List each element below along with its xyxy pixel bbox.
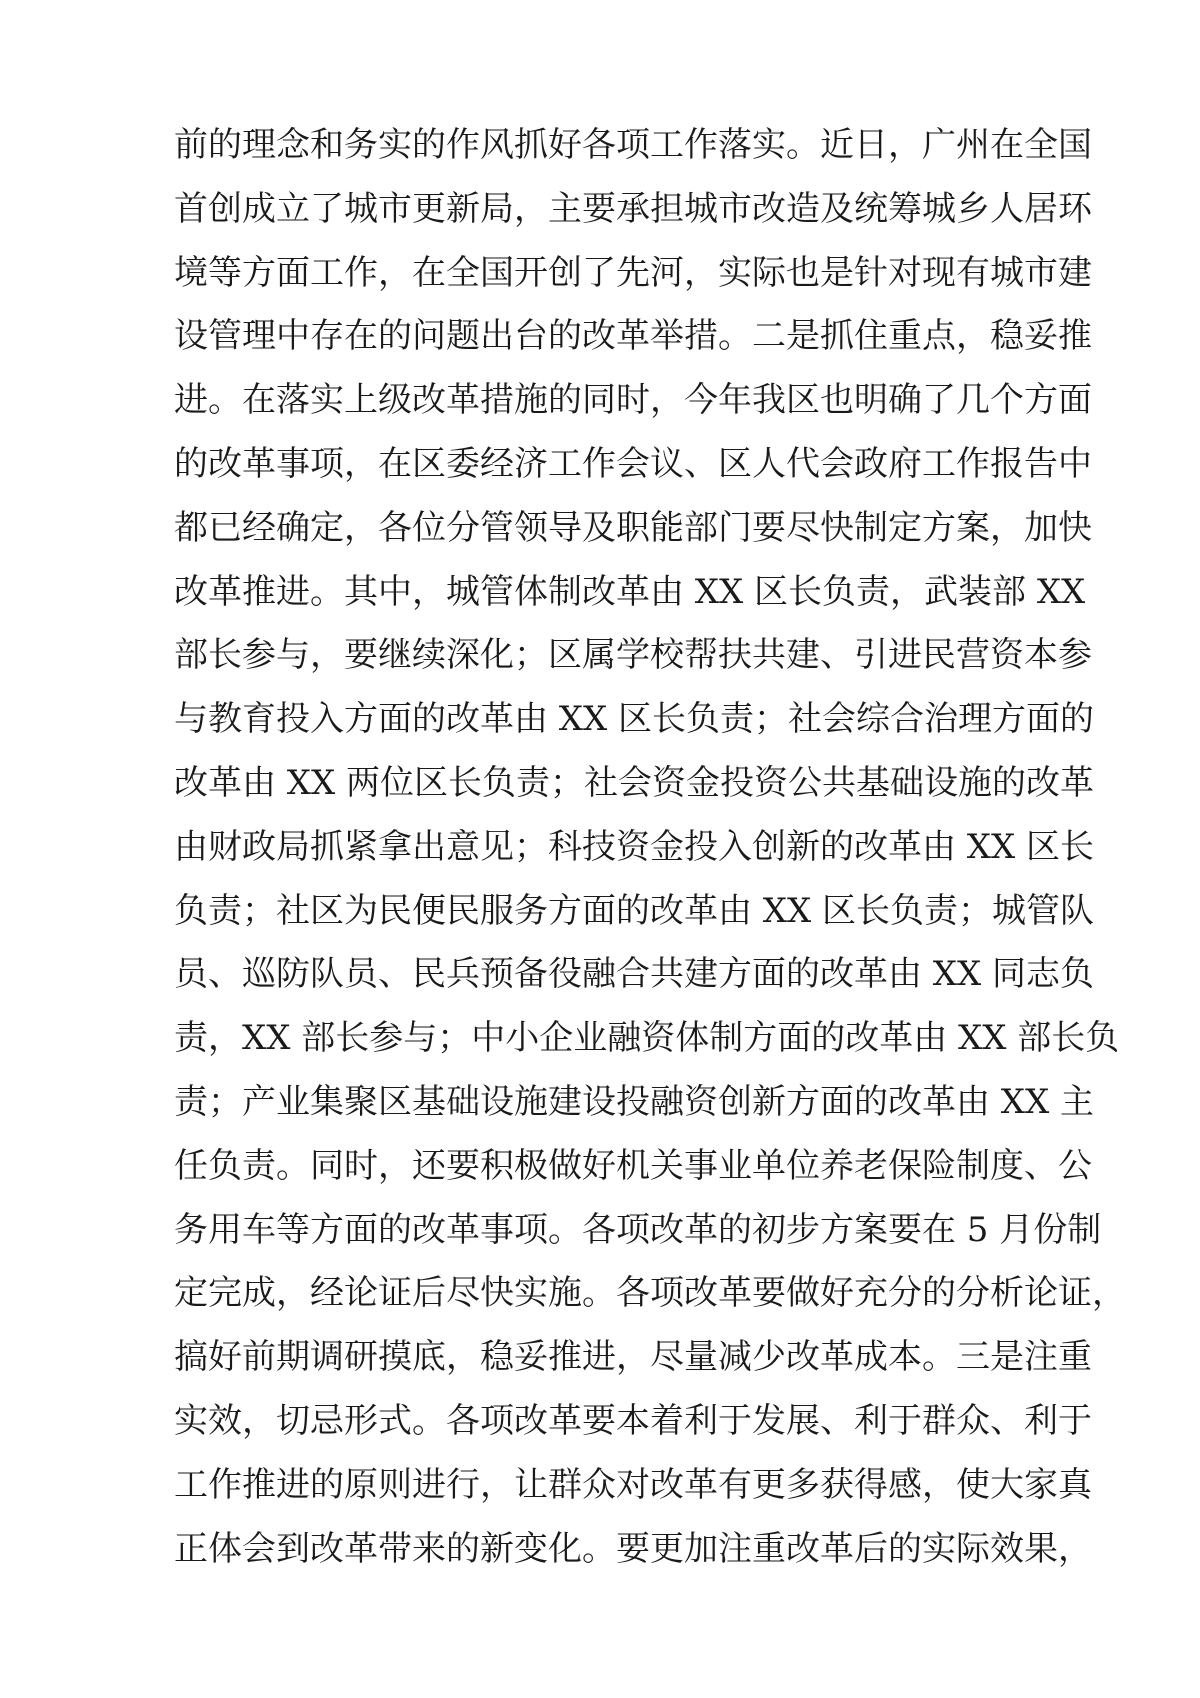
text-line: 实效，切忌形式。各项改革要本着利于发展、利于群众、利于 bbox=[174, 1400, 1092, 1441]
text-line: 由财政局抓紧拿出意见；科技资金投入创新的改革由 XX 区长 bbox=[174, 826, 1095, 867]
text-line: 改革推进。其中，城管体制改革由 XX 区长负责，武装部 XX bbox=[174, 571, 1086, 612]
text-line: 与教育投入方面的改革由 XX 区长负责；社会综合治理方面的 bbox=[174, 699, 1095, 740]
text-line: 任负责。同时，还要积极做好机关事业单位养老保险制度、公 bbox=[174, 1145, 1092, 1186]
text-line: 正体会到改革带来的新变化。要更加注重改革后的实际效果， bbox=[174, 1528, 1092, 1569]
text-line: 员、巡防队员、民兵预备役融合共建方面的改革由 XX 同志负 bbox=[174, 954, 1095, 995]
text-line: 的改革事项，在区委经济工作会议、区人代会政府工作报告中 bbox=[174, 443, 1092, 484]
text-line: 进。在落实上级改革措施的同时，今年我区也明确了几个方面 bbox=[174, 380, 1092, 421]
text-line: 务用车等方面的改革事项。各项改革的初步方案要在 5 月份制 bbox=[174, 1209, 1102, 1250]
text-line: 部长参与，要继续深化；区属学校帮扶共建、引进民营资本参 bbox=[174, 635, 1092, 676]
text-line: 定完成，经论证后尽快实施。各项改革要做好充分的分析论证， bbox=[174, 1273, 1126, 1314]
text-line: 责，XX 部长参与；中小企业融资体制方面的改革由 XX 部长负 bbox=[174, 1018, 1120, 1059]
text-line: 负责；社区为民便民服务方面的改革由 XX 区长负责；城管队 bbox=[174, 890, 1095, 931]
text-line: 前的理念和务实的作风抓好各项工作落实。近日，广州在全国 bbox=[174, 125, 1092, 165]
text-line: 工作推进的原则进行，让群众对改革有更多获得感，使大家真 bbox=[174, 1464, 1092, 1505]
text-line: 首创成立了城市更新局，主要承担城市改造及统筹城乡人居环 bbox=[174, 188, 1092, 229]
text-line: 境等方面工作，在全国开创了先河，实际也是针对现有城市建 bbox=[174, 252, 1092, 293]
text-line: 都已经确定，各位分管领导及职能部门要尽快制定方案，加快 bbox=[174, 507, 1092, 548]
text-line: 改革由 XX 两位区长负责；社会资金投资公共基础设施的改革 bbox=[174, 762, 1095, 803]
text-line: 设管理中存在的问题出台的改革举措。二是抓住重点，稳妥推 bbox=[174, 316, 1092, 357]
text-line: 责；产业集聚区基础设施建设投融资创新方面的改革由 XX 主 bbox=[174, 1081, 1095, 1122]
body-paragraph bbox=[174, 114, 1126, 1581]
text-line: 搞好前期调研摸底，稳妥推进，尽量减少改革成本。三是注重 bbox=[174, 1337, 1092, 1378]
